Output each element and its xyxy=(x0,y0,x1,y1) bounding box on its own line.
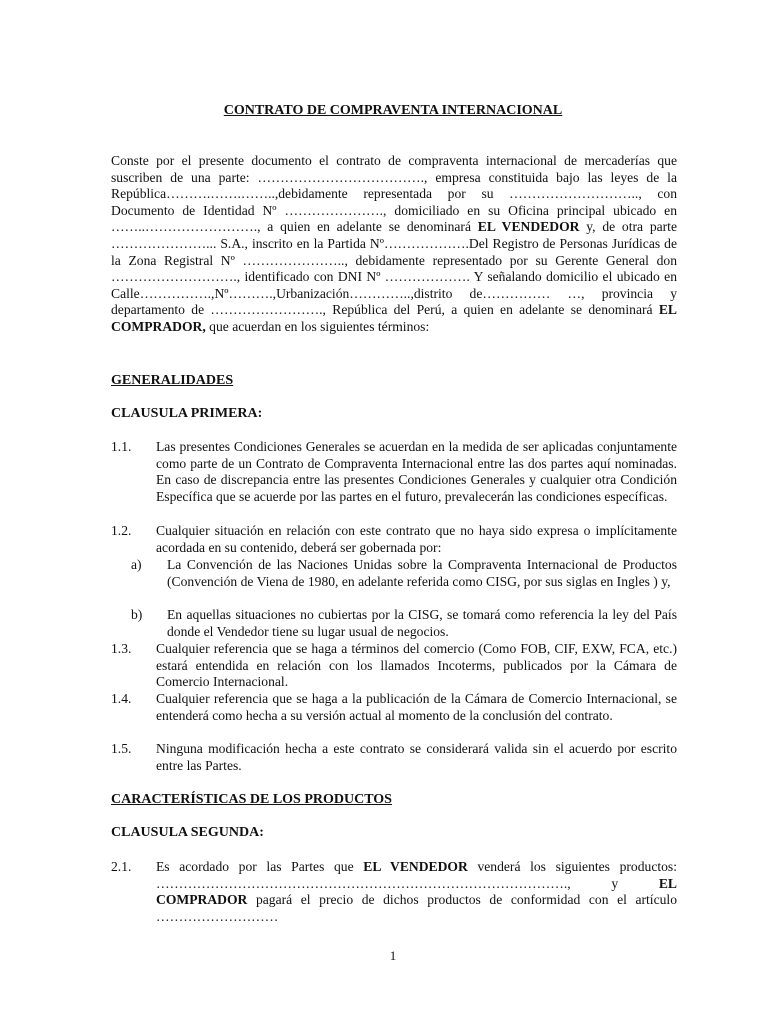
intro-text-3: que acuerdan en los siguientes términos: xyxy=(205,318,430,334)
item-text: Ninguna modificación hecha a este contrato se considerará valida sin el acuerdo por escrito entre las Partes. xyxy=(156,741,677,773)
clause-heading-primera: CLAUSULA PRIMERA: xyxy=(111,406,263,421)
comprador-term: EL COMPRADOR xyxy=(156,875,677,908)
clause-item-1-2 xyxy=(111,523,677,556)
subitem-letter: b) xyxy=(131,607,143,622)
vendedor-term: EL VENDEDOR xyxy=(363,859,468,874)
item-text: Las presentes Condiciones Generales se acuerdan en la medida de ser aplicadas conjuntamente como parte de un Contrato de Compraventa Internacional entre las dos partes aquí nominadas. En caso de discrepancia entre las presentes Condiciones Generales y cualquier otra Condición Específica que se acuerde por las partes en el futuro, prevalecerán las condiciones específicas. xyxy=(156,439,677,504)
section-heading-generalidades: GENERALIDADES xyxy=(111,373,234,388)
subitem-letter: a) xyxy=(131,557,142,572)
item-text xyxy=(156,859,677,925)
item-text-3: pagará el precio de dichos productos de conformidad con el artículo ……………………… xyxy=(156,892,677,924)
clause-heading-segunda: CLAUSULA SEGUNDA: xyxy=(111,825,264,840)
clause-item-1-5 xyxy=(111,741,677,774)
clause-item-1-4 xyxy=(111,691,677,724)
vendedor-term: EL VENDEDOR xyxy=(477,219,580,235)
item-text-1: Es acordado por las Partes que xyxy=(156,859,364,874)
clause-item-2-1 xyxy=(111,859,677,925)
item-number: 1.3. xyxy=(111,641,132,656)
intro-text-2: y, de otra parte …………………... S.A., inscrito en la Partida Nº……………….Del Registro de Personas Jurídicas de la Zona Registral Nº ………………….., debidamente representado por su Gerente General don ………………………., identificado con DNI Nº ………………. Y señalando domicilio el ubicado en Calle…………….,Nº……….,Urbanización…………..,distrito de…………… …, provincia y departamento de ……………………., República del Perú, a quien en adelante se denominará xyxy=(111,219,677,318)
page-number: 1 xyxy=(389,948,397,963)
subitem-b xyxy=(111,607,677,640)
item-number: 1.5. xyxy=(111,741,132,756)
item-number: 1.2. xyxy=(111,523,132,538)
document-title: CONTRATO DE COMPRAVENTA INTERNACIONAL xyxy=(223,103,563,118)
intro-text-1: Conste por el presente documento el contrato de compraventa internacional de mercaderías que suscriben de una parte: ………………………………., empresa constituida bajo las leyes de la República……….…….……..,debidamente representada por su ……………………….., con Documento de Identidad Nº …………………., domiciliado en su Oficina principal ubicado en ……..……………………., a quien en adelante se denominará xyxy=(111,153,677,235)
subitem-text: En aquellas situaciones no cubiertas por la CISG, se tomará como referencia la ley del País donde el Vendedor tiene su lugar usual de negocios. xyxy=(167,607,677,639)
item-number: 1.4. xyxy=(111,691,132,706)
item-text: Cualquier referencia que se haga a la publicación de la Cámara de Comercio Internacional, se entenderá como hecha a su versión actual al momento de la conclusión del contrato. xyxy=(156,691,677,723)
clause-item-1-1 xyxy=(111,439,677,505)
item-text: Cualquier referencia que se haga a términos del comercio (Como FOB, CIF, EXW, FCA, etc.) estará entendida en relación con los llamados Incoterms, publicados por la Cámara de Comercio Internacional. xyxy=(156,641,677,690)
item-number: 2.1. xyxy=(111,859,132,874)
item-text-2: venderá los siguientes productos: ………………………………………………………………………………., y xyxy=(156,859,677,891)
section-heading-caracteristicas: CARACTERÍSTICAS DE LOS PRODUCTOS xyxy=(111,792,392,807)
subitem-text: La Convención de las Naciones Unidas sobre la Compraventa Internacional de Productos (Convención de Viena de 1980, en adelante referida como CISG, por sus siglas en Ingles ) y, xyxy=(167,557,677,589)
item-text: Cualquier situación en relación con este contrato que no haya sido expresa o implícitamente acordada en su contenido, deberá ser gobernada por: xyxy=(156,523,677,555)
clause-item-1-3 xyxy=(111,641,677,691)
intro-paragraph xyxy=(111,153,677,336)
item-number: 1.1. xyxy=(111,439,132,454)
subitem-a xyxy=(111,557,677,590)
comprador-term: EL COMPRADOR, xyxy=(111,302,677,334)
